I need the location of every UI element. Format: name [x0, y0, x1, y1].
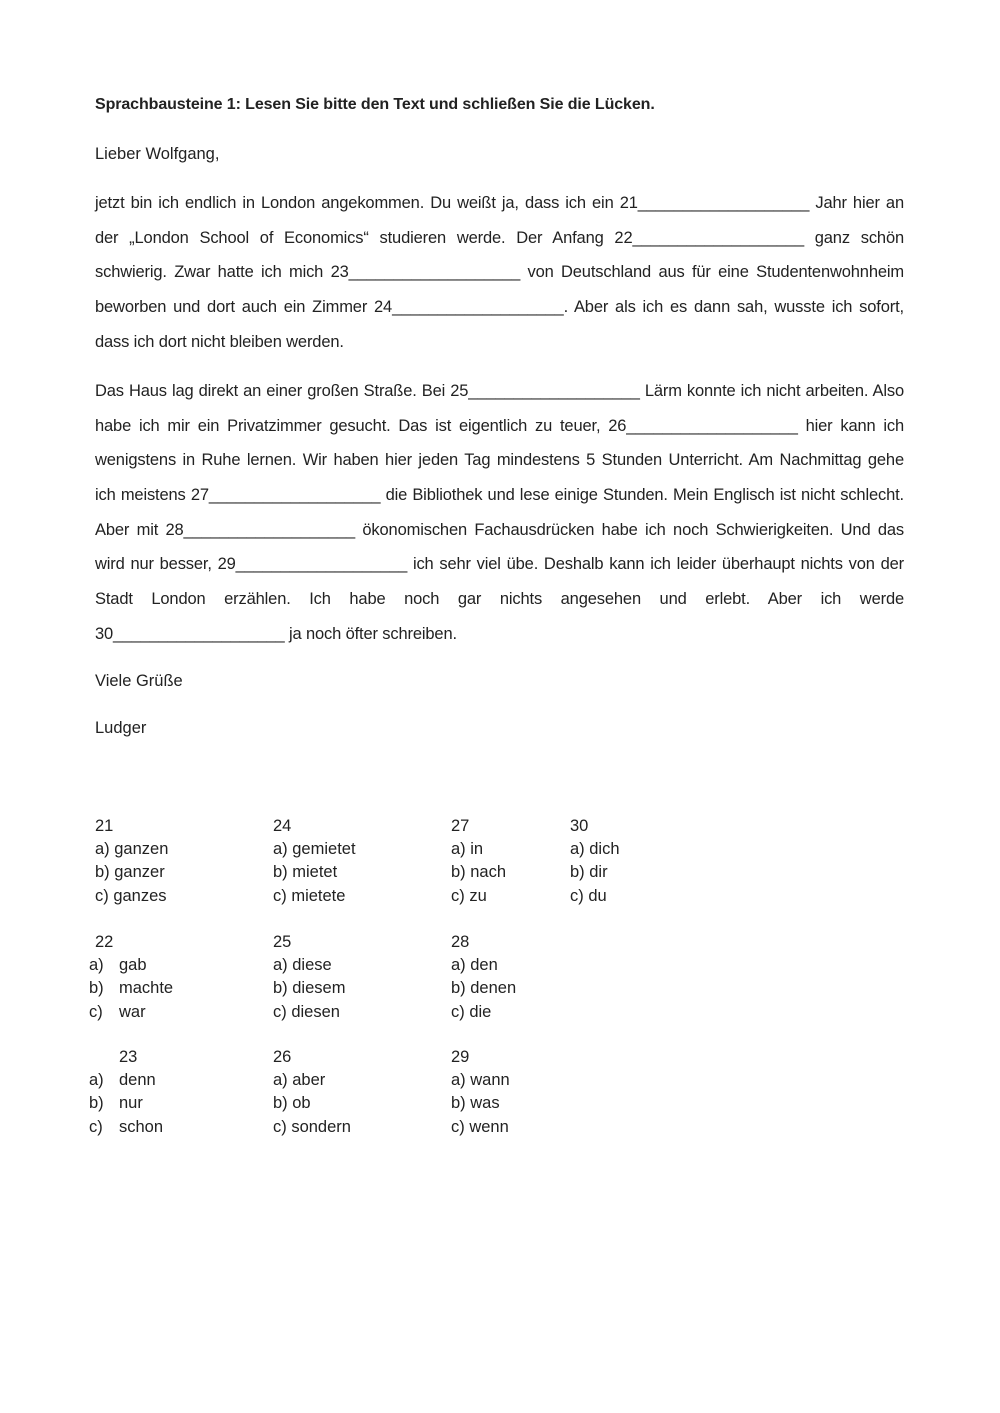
- text-line: dass ich dort nicht bleiben werden.: [95, 332, 344, 351]
- question-24: [273, 815, 356, 908]
- question-30: [570, 815, 620, 908]
- option-a[interactable]: a) gemietet: [273, 840, 356, 859]
- text-line: Das Haus lag direkt an einer großen Straße. Bei 25___________________ Lärm konnte ich nicht arbeiten. Also: [95, 382, 904, 400]
- question-28: [451, 931, 516, 1024]
- option-b[interactable]: [89, 1092, 163, 1115]
- question-number: 26: [273, 1048, 292, 1066]
- question-number: 28: [451, 933, 470, 951]
- text-line: jetzt bin ich endlich in London angekommen. Du weißt ja, dass ich ein 21___________________ Jahr hier an: [95, 194, 904, 212]
- letter-signature: Ludger: [95, 719, 147, 737]
- question-29: [451, 1046, 510, 1139]
- option-c[interactable]: c) ganzes: [95, 886, 167, 905]
- option-a[interactable]: a) aber: [273, 1071, 326, 1090]
- letter-closing: Viele Grüße: [95, 672, 183, 690]
- text-line: habe ich mir ein Privatzimmer gesucht. Das ist eigentlich zu teuer, 26___________________ hier kann ich: [95, 416, 904, 435]
- option-c[interactable]: c) die: [451, 1002, 492, 1021]
- option-a[interactable]: a) ganzen: [95, 840, 169, 859]
- option-text: schon: [119, 1117, 164, 1136]
- option-b[interactable]: b) dir: [570, 863, 608, 882]
- option-a[interactable]: a) den: [451, 956, 498, 975]
- option-text: war: [119, 1002, 146, 1021]
- option-c[interactable]: c) zu: [451, 886, 487, 905]
- question-23: [89, 1046, 163, 1139]
- letter-paragraph-1: [95, 186, 904, 359]
- question-number: 25: [273, 933, 292, 951]
- option-a[interactable]: [89, 954, 173, 977]
- option-c[interactable]: c) wenn: [451, 1117, 509, 1136]
- question-26: [273, 1046, 351, 1139]
- option-text: gab: [119, 956, 147, 975]
- question-number: 21: [95, 817, 114, 835]
- question-number: 23: [119, 1048, 138, 1066]
- letter-salutation: Lieber Wolfgang,: [95, 145, 220, 163]
- option-a[interactable]: a) diese: [273, 956, 332, 975]
- option-letter: a): [89, 956, 104, 975]
- option-letter: b): [89, 1094, 104, 1113]
- text-line: der „London School of Economics“ studieren werde. Der Anfang 22___________________ ganz schön: [95, 228, 904, 247]
- text-line: schwierig. Zwar hatte ich mich 23___________________ von Deutschland aus für eine Studentenwohnheim: [95, 263, 904, 282]
- option-b[interactable]: b) nach: [451, 863, 507, 882]
- option-b[interactable]: [89, 977, 173, 1000]
- question-27: [451, 815, 506, 908]
- option-b[interactable]: b) ganzer: [95, 863, 165, 882]
- option-b[interactable]: b) diesem: [273, 979, 346, 998]
- question-number: 22: [95, 933, 114, 951]
- letter-paragraph-2: [95, 374, 904, 652]
- question-number: 27: [451, 817, 470, 835]
- text-line: wird nur besser, 29___________________ ich sehr viel übe. Deshalb kann ich leider überhaupt nichts von der: [95, 555, 904, 574]
- option-text: denn: [119, 1071, 156, 1090]
- question-number: 24: [273, 817, 292, 835]
- exercise-title: Sprachbausteine 1: Lesen Sie bitte den Text und schließen Sie die Lücken.: [95, 96, 655, 113]
- option-letter: b): [89, 979, 104, 998]
- option-letter: a): [89, 1071, 104, 1090]
- option-text: machte: [119, 979, 174, 998]
- text-line: wenigstens in Ruhe lernen. Wir haben hier jeden Tag mindestens 5 Stunden Unterricht. Am Nachmittag gehe: [95, 451, 904, 470]
- option-b[interactable]: b) mietet: [273, 863, 338, 882]
- text-line: Stadt London erzählen. Ich habe noch gar nichts angesehen und erlebt. Aber ich werde: [95, 590, 904, 609]
- option-c[interactable]: [89, 1116, 163, 1139]
- question-number: 30: [570, 817, 589, 835]
- text-line: beworben und dort auch ein Zimmer 24___________________. Aber als ich es dann sah, wusste ich sofort,: [95, 298, 904, 317]
- option-b[interactable]: b) was: [451, 1094, 500, 1113]
- option-c[interactable]: c) du: [570, 886, 607, 905]
- option-a[interactable]: [89, 1069, 163, 1092]
- question-25: [273, 931, 345, 1024]
- question-number: 29: [451, 1048, 470, 1066]
- option-b[interactable]: b) denen: [451, 979, 517, 998]
- option-c[interactable]: c) mietete: [273, 886, 346, 905]
- option-c[interactable]: c) diesen: [273, 1002, 340, 1021]
- text-line: 30___________________ ja noch öfter schreiben.: [95, 624, 457, 643]
- text-line: Aber mit 28___________________ ökonomischen Fachausdrücken habe ich noch Schwierigkeiten. Und das: [95, 520, 904, 539]
- option-c[interactable]: c) sondern: [273, 1117, 351, 1136]
- option-a[interactable]: a) in: [451, 840, 484, 859]
- option-b[interactable]: b) ob: [273, 1094, 311, 1113]
- option-text: nur: [119, 1094, 143, 1113]
- option-a[interactable]: a) dich: [570, 840, 620, 859]
- option-a[interactable]: a) wann: [451, 1071, 510, 1090]
- option-letter: c): [89, 1002, 103, 1021]
- text-line: ich meistens 27___________________ die Bibliothek und lese einige Stunden. Mein Englisch ist nicht schlecht.: [95, 486, 904, 505]
- option-letter: c): [89, 1117, 103, 1136]
- option-c[interactable]: [89, 1001, 173, 1024]
- question-21: [95, 815, 168, 908]
- question-22: [89, 931, 173, 1024]
